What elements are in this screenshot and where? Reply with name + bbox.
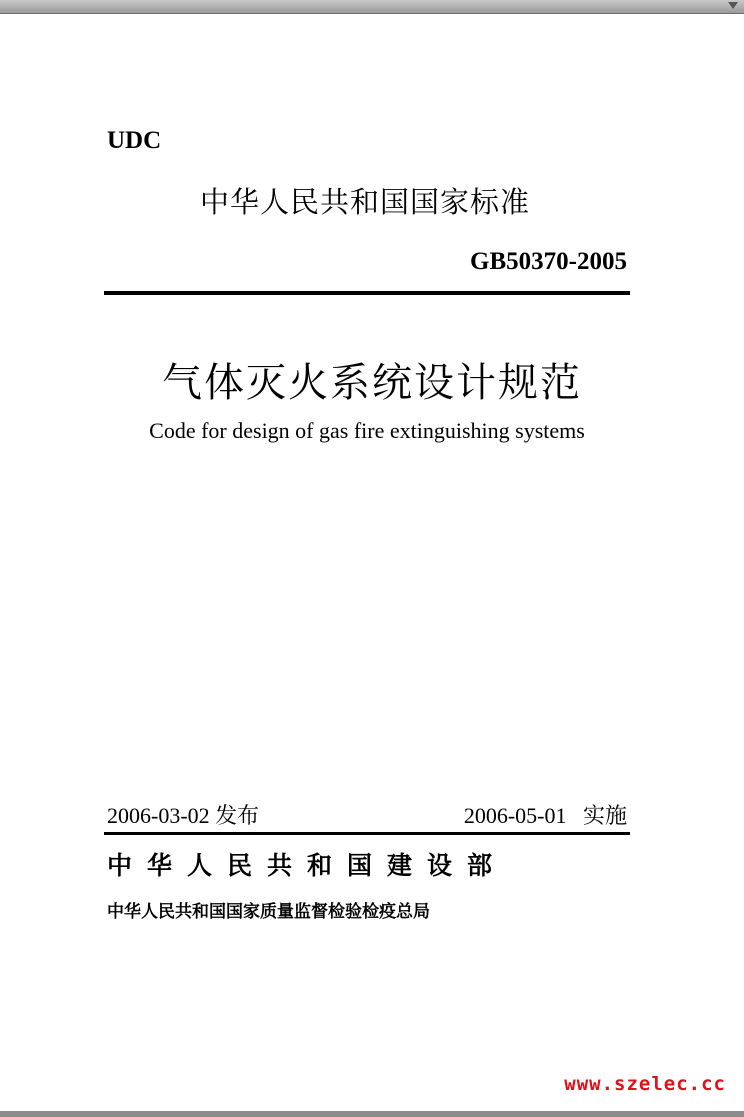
title-chinese: 气体灭火系统设计规范: [162, 360, 582, 406]
viewer-top-bar: [0, 0, 744, 14]
title-english: Code for design of gas fire extinguishing systems: [149, 418, 585, 443]
issue-date: 2006-03-02 发布: [107, 803, 260, 828]
top-divider: [104, 291, 630, 295]
document-page: [0, 14, 744, 1111]
watermark-text: www.szelec.cc: [564, 1073, 726, 1095]
issuer-primary: 中华人民共和国建设部: [107, 851, 508, 880]
bottom-divider: [104, 832, 630, 835]
standard-number: GB50370-2005: [470, 248, 627, 275]
issuer-secondary: 中华人民共和国国家质量监督检验检疫总局: [107, 902, 430, 922]
dropdown-arrow-icon[interactable]: [728, 2, 738, 9]
viewer-bottom-bar: [0, 1111, 744, 1117]
udc-label: UDC: [107, 127, 162, 154]
implementation-date: 2006-05-01 实施: [463, 803, 627, 828]
standard-type: 中华人民共和国国家标准: [200, 185, 531, 219]
